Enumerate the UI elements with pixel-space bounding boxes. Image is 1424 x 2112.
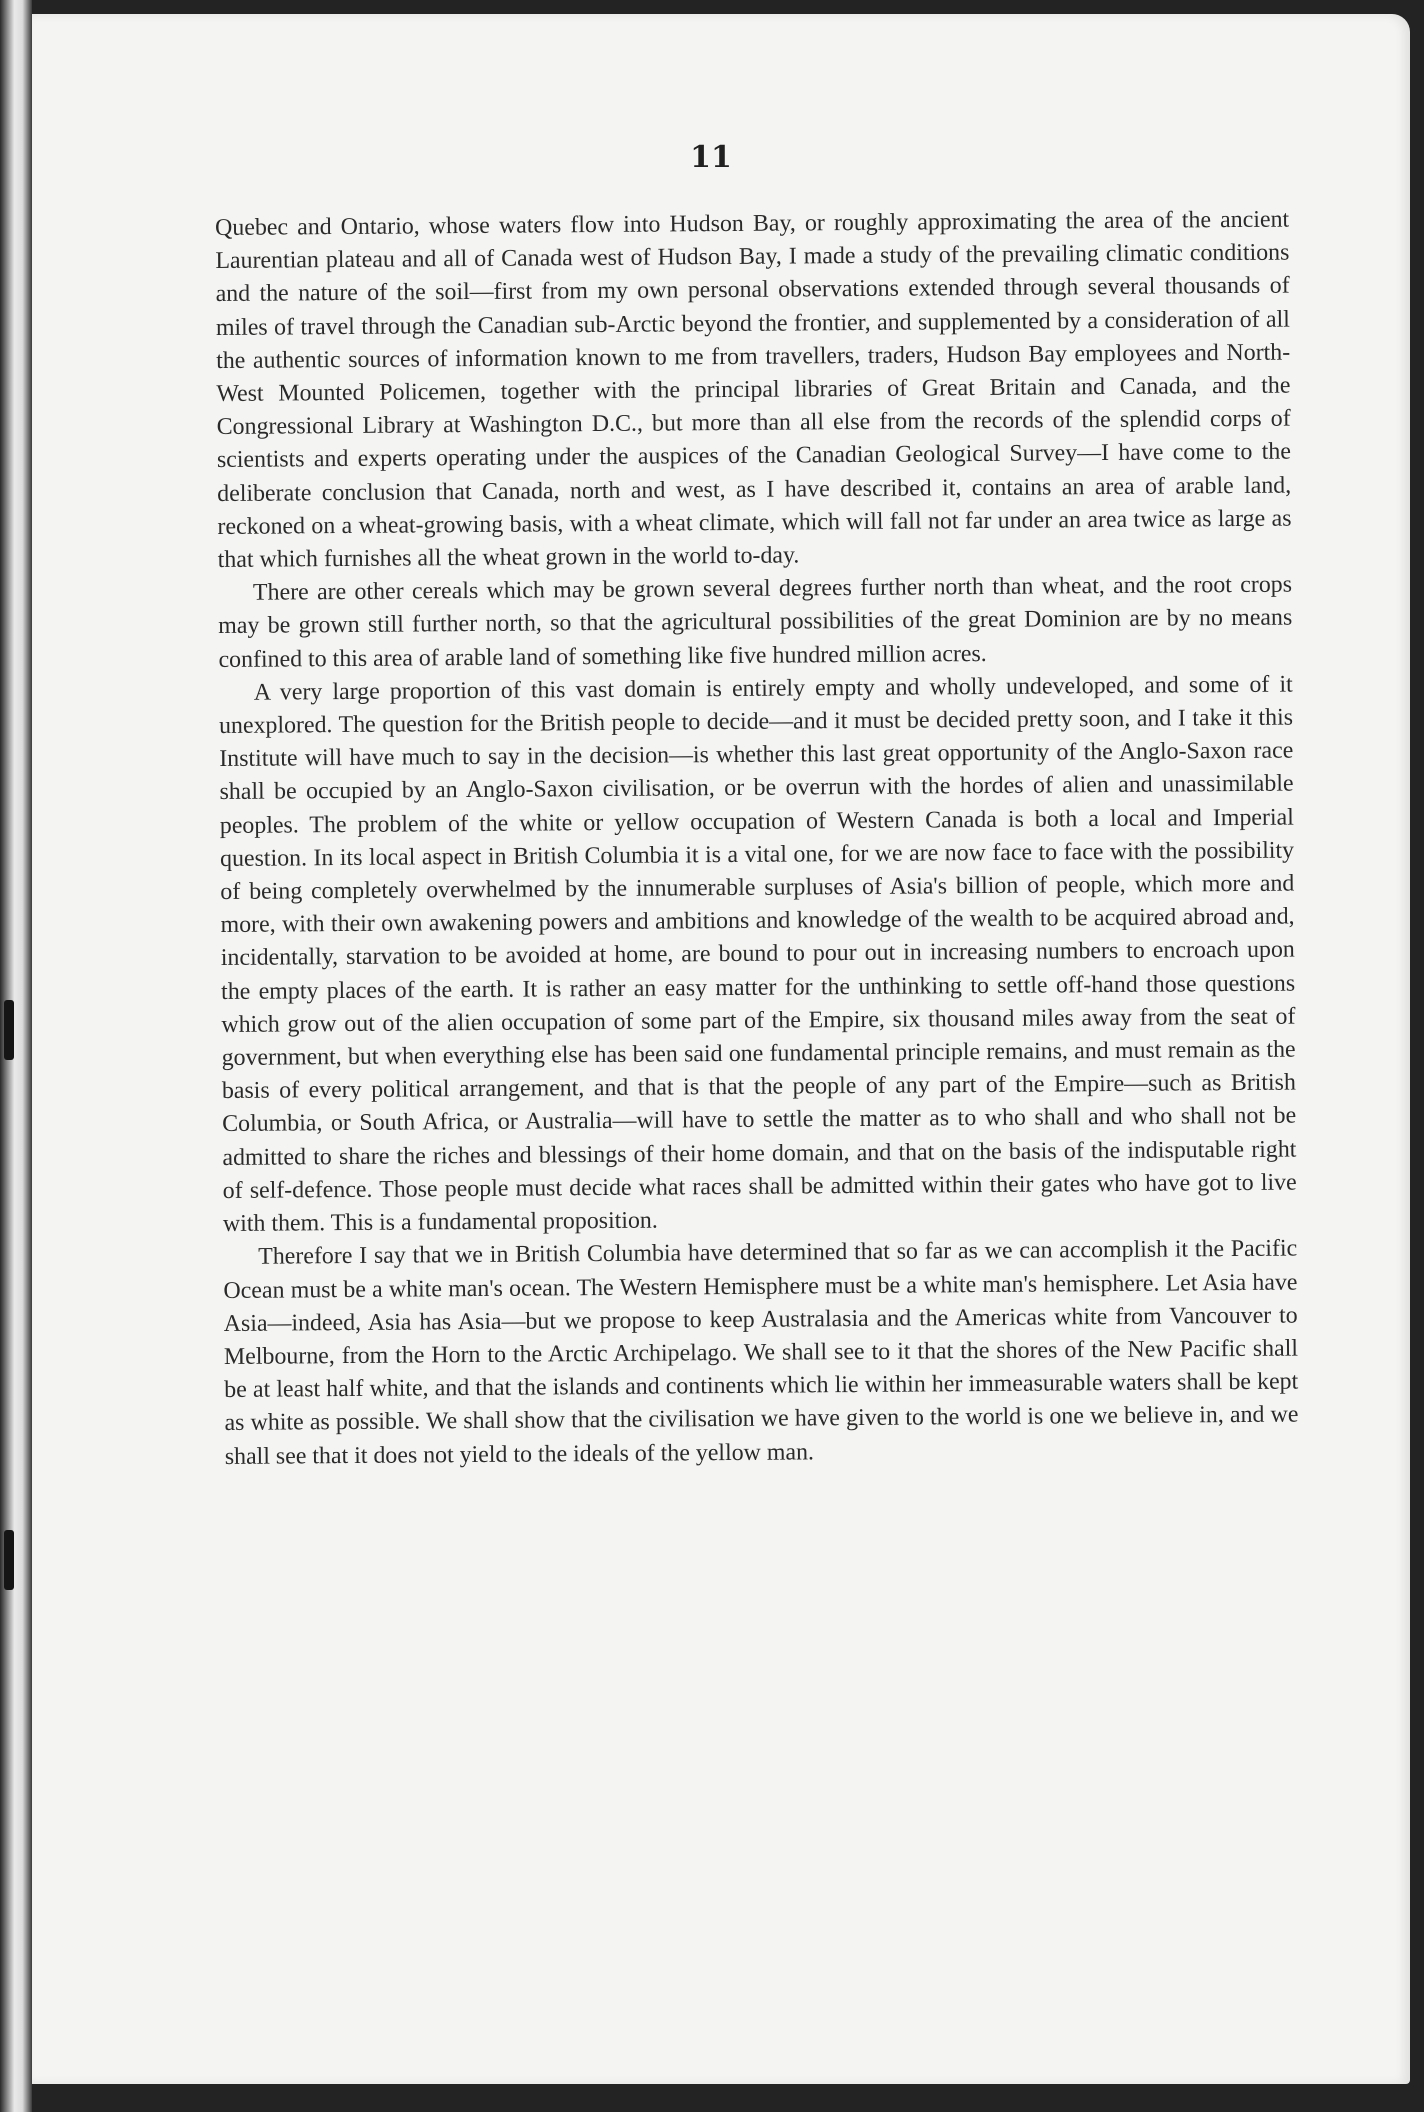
binding-mark	[4, 1000, 14, 1060]
document-page	[32, 14, 1410, 2084]
paragraph: There are other cereals which may be grown several degrees further north than wheat, and the root crops may be grown still further north, so that the agricultural possibilities of the great Dominion are by no means confined to this area of arable land of something like five hundred million acres.	[218, 571, 1293, 673]
facing-page-edge	[0, 0, 32, 2112]
binding-mark	[4, 1530, 14, 1590]
paragraph: A very large proportion of this vast domain is entirely empty and wholly undeveloped, and some of it unexplored. The question for the British people to decide—and it must be decided pretty soon, and I take it this Institute will have much to say in the decision—is whether this last great opportunity of the Anglo-Saxon race shall be occupied by an Anglo-Saxon civilisation, or be overrun with the hordes of alien and unassimilable peoples. The problem of the white or yellow occupation of Western Canada is both a local and Imperial question. In its local aspect in British Columbia it is a vital one, for we are now face to face with the possibility of being completely overwhelmed by the innumerable surpluses of Asia's billion of people, which more and more, with their own awakening powers and ambitions and knowledge of the wealth to be acquired abroad and, incidentally, starvation to be avoided at home, are bound to pour out in increasing numbers to encroach upon the empty places of the earth. It is rather an easy matter for the unthinking to settle off-hand those questions which grow out of the alien occupation of some part of the Empire, six thousand miles away from the seat of government, but when everything else has been said one fundamental principle remains, and must remain as the basis of every political arrangement, and that is that the people of any part of the Empire—such as British Columbia, or South Africa, or Australia—will have to settle the matter as to who shall and who shall not be admitted to share the riches and blessings of their home domain, and that on the basis of the indisputable right of self-defence. Those people must decide what races shall be admitted within their gates who have got to live with them. This is a fundamental proposition.	[218, 671, 1297, 1238]
paragraph: Quebec and Ontario, whose waters flow into Hudson Bay, or roughly approximating the area of the ancient Laurentian plateau and all of Canada west of Hudson Bay, I made a study of the prevailing climatic conditions and the nature of the soil—first from my own personal observations extended through several thousands of miles of travel through the Canadian sub-Arctic beyond the frontier, and supplemented by a consideration of all the authentic sources of information known to me from travellers, traders, Hudson Bay employees and North-West Mounted Policemen, together with the principal libraries of Great Britain and Canada, and the Congressional Library at Washington D.C., but more than all else from the records of the splendid corps of scientists and experts operating under the auspices of the Canadian Geological Survey—I have come to the deliberate conclusion that Canada, north and west, as I have described it, contains an area of arable land, reckoned on a wheat-growing basis, with a wheat climate, which will fall not far under an area twice as large as that which furnishes all the wheat grown in the world to-day.	[215, 206, 1292, 574]
body-text	[215, 204, 1299, 1474]
paragraph: Therefore I say that we in British Columbia have determined that so far as we can accomplish it the Pacific Ocean must be a white man's ocean. The Western Hemisphere must be a white man's hemisphere. Let Asia have Asia—indeed, Asia has Asia—but we propose to keep Australasia and the Americas white from Vancouver to Melbourne, from the Horn to the Arctic Archipelago. We shall see to it that the shores of the New Pacific shall be at least half white, and that the islands and continents which lie within her immeasurable waters shall be kept as white as possible. We shall show that the civilisation we have given to the world is one we believe in, and we shall see that it does not yield to the ideals of the yellow man.	[223, 1235, 1299, 1470]
page-number: 11	[690, 140, 732, 175]
